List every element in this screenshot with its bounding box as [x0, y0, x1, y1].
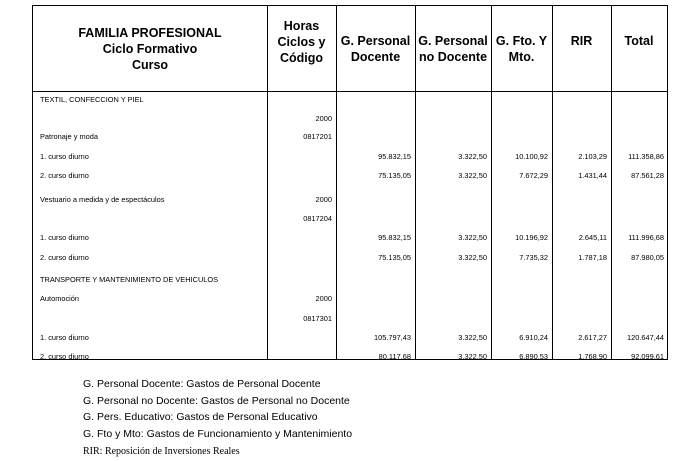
row-personal-no-docente: 3.322,50	[458, 171, 487, 180]
row-label: TRANSPORTE Y MANTENIMIENTO DE VEHICULOS	[40, 275, 219, 284]
row-fto-mto: 6.910,24	[519, 333, 548, 342]
header-fto-mto	[491, 6, 552, 91]
row-personal-docente: 75.135,05	[378, 171, 411, 180]
row-total: 120.647,44	[627, 333, 664, 342]
row-horas: 0817301	[303, 314, 332, 323]
row-total: 111.358,86	[628, 152, 664, 161]
header-fto-line: Mto.	[508, 50, 535, 64]
row-personal-docente: 75.135,05	[378, 253, 411, 262]
header-horas	[267, 6, 336, 91]
row-total: 87.980,05	[631, 253, 664, 262]
row-personal-no-docente: 3.322,50	[458, 333, 487, 342]
row-total: 92.099,61	[631, 352, 664, 361]
row-personal-no-docente: 3.322,50	[458, 352, 487, 361]
header-fto-line: G. Fto. Y	[495, 34, 548, 48]
header-horas-line: Horas	[283, 19, 320, 33]
row-personal-no-docente: 3.322,50	[458, 233, 487, 242]
row-label: Automoción	[40, 294, 80, 303]
legend-term: G. Personal Docente	[83, 378, 181, 390]
legend-term: G. Pers. Educativo	[83, 411, 171, 423]
row-personal-docente: 80.117,68	[378, 352, 411, 361]
header-horas-line: Código	[279, 51, 324, 65]
header-pd-line: G. Personal	[340, 34, 411, 48]
legend-term: RIR	[83, 446, 100, 457]
row-fto-mto: 10.100,92	[515, 152, 548, 161]
legend-desc: : Gastos de Personal no Docente	[195, 395, 350, 407]
row-label: 1. curso diurno	[40, 152, 89, 161]
row-personal-docente: 105.797,43	[374, 333, 411, 342]
legend-item	[83, 395, 350, 408]
row-personal-no-docente: 3.322,50	[458, 152, 487, 161]
row-total: 87.561,28	[631, 171, 664, 180]
header-personal-no-docente	[415, 6, 491, 91]
row-label: 2. curso diurno	[40, 171, 89, 180]
row-fto-mto: 7.672,29	[519, 171, 548, 180]
row-label: Patronaje y moda	[40, 132, 98, 141]
row-horas: 2000	[315, 195, 332, 204]
row-total: 111.996,68	[628, 233, 664, 242]
header-pnd-line: G. Personal	[418, 34, 488, 48]
header-familia-line: FAMILIA PROFESIONAL	[78, 25, 222, 40]
row-rir: 2.103,29	[578, 152, 607, 161]
row-personal-no-docente: 3.322,50	[458, 253, 487, 262]
row-rir: 1.787,18	[578, 253, 607, 262]
legend-term: G. Personal no Docente	[83, 395, 196, 407]
legend-desc: : Gastos de Personal Educativo	[170, 411, 318, 423]
header-pd-line: Docente	[350, 50, 401, 64]
row-label: 2. curso diurno	[40, 352, 89, 361]
legend-desc: : Gastos de Personal Docente	[180, 378, 321, 390]
row-horas: 2000	[315, 294, 332, 303]
header-familia	[33, 6, 267, 91]
legend-item	[83, 411, 318, 424]
row-fto-mto: 7.735,32	[519, 253, 548, 262]
header-pnd-line: no Docente	[418, 50, 488, 64]
header-total-label: Total	[624, 34, 654, 48]
header-familia-line: Curso	[131, 57, 169, 72]
row-rir: 2.617,27	[578, 333, 607, 342]
row-horas: 0817201	[303, 132, 332, 141]
row-label: 1. curso diurno	[40, 333, 89, 342]
header-rir-label: RIR	[570, 34, 593, 48]
legend-desc: : Reposición de Inversiones Reales	[99, 446, 240, 457]
legend-item	[83, 378, 321, 391]
row-label: 1. curso diurno	[40, 233, 89, 242]
legend-item	[83, 428, 352, 441]
row-label: 2. curso diurno	[40, 253, 89, 262]
row-horas: 2000	[315, 114, 332, 123]
legend-desc: : Gastos de Funcionamiento y Mantenimiento	[140, 428, 353, 440]
header-horas-line: Ciclos y	[277, 35, 326, 49]
budget-table	[32, 5, 668, 360]
row-label: TEXTIL, CONFECCION Y PIEL	[40, 95, 144, 104]
row-personal-docente: 95.832,15	[378, 152, 411, 161]
header-personal-docente	[336, 6, 415, 91]
row-rir: 1.768,90	[578, 352, 607, 361]
row-rir: 2.645,11	[578, 233, 607, 242]
row-personal-docente: 95.832,15	[378, 233, 411, 242]
row-fto-mto: 10.196,92	[515, 233, 548, 242]
header-familia-line: Ciclo Formativo	[102, 41, 198, 56]
row-fto-mto: 6.890,53	[519, 352, 548, 361]
header-divider	[33, 91, 667, 92]
row-label: Vestuario a medida y de espectáculos	[40, 195, 165, 204]
legend-term: G. Fto y Mto	[83, 428, 141, 440]
row-horas: 0817204	[303, 214, 332, 223]
header-total	[611, 6, 667, 91]
legend-item	[83, 445, 240, 458]
row-rir: 1.431,44	[578, 171, 607, 180]
header-rir	[552, 6, 611, 91]
